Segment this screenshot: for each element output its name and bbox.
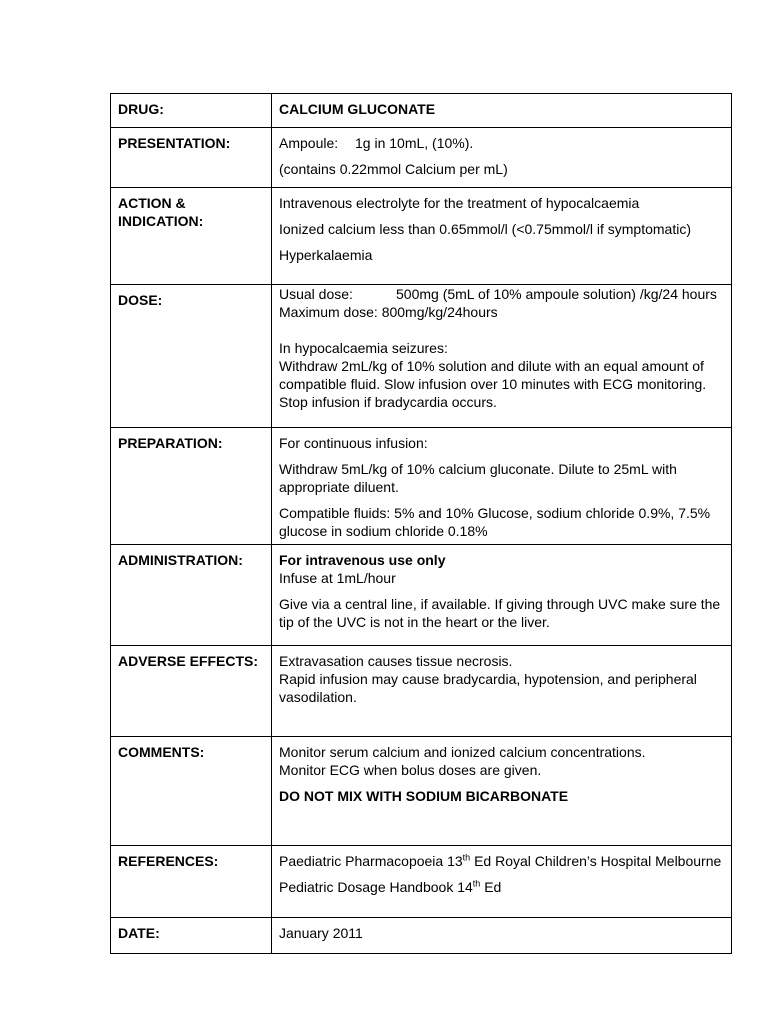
adverse-row	[111, 646, 732, 737]
presentation-value	[272, 128, 732, 188]
reference-1-rest: Ed Royal Children’s Hospital Melbourne	[470, 853, 722, 869]
dose-usual-line	[279, 285, 723, 303]
action-line-3: Hyperkalaemia	[279, 247, 373, 263]
presentation-ampoule-line	[279, 134, 723, 152]
adverse-line-1: Extravasation causes tissue necrosis.	[279, 653, 513, 669]
drug-label: DRUG:	[111, 94, 272, 128]
references-label: REFERENCES:	[111, 846, 272, 918]
ampoule-key: Ampoule:	[279, 135, 339, 151]
preparation-label: PREPARATION:	[111, 428, 272, 545]
adverse-label: ADVERSE EFFECTS:	[111, 646, 272, 737]
reference-2-sup: th	[472, 878, 481, 889]
date-value: January 2011	[272, 918, 732, 954]
drug-name: CALCIUM GLUCONATE	[272, 94, 732, 128]
administration-line-2: Infuse at 1mL/hour	[279, 570, 396, 586]
date-label: DATE:	[111, 918, 272, 954]
administration-label: ADMINISTRATION:	[111, 545, 272, 646]
references-row	[111, 846, 732, 918]
action-value	[272, 188, 732, 285]
dose-seizures-text: Withdraw 2mL/kg of 10% solution and dilute with an equal amount of compatible fluid. Slow infusion over 10 minutes with ECG monitoring. Stop infusion if bradycardia occurs.	[279, 358, 707, 410]
usual-dose-value: 500mg (5mL of 10% ampoule solution) /kg/24 hours	[396, 286, 717, 302]
reference-2-title: Pediatric Dosage Handbook 14	[279, 879, 473, 895]
dose-label: DOSE:	[111, 285, 272, 428]
references-value	[272, 846, 732, 918]
dose-spacer	[279, 321, 723, 339]
reference-2-rest: Ed	[480, 879, 502, 895]
drug-information-table	[110, 93, 732, 954]
reference-2	[279, 878, 723, 896]
dose-seizures-heading: In hypocalcaemia seizures:	[279, 340, 448, 356]
action-label: ACTION & INDICATION:	[111, 188, 272, 285]
adverse-line-2: Rapid infusion may cause bradycardia, hypotension, and peripheral vasodilation.	[279, 671, 697, 705]
presentation-row	[111, 128, 732, 188]
comments-warning: DO NOT MIX WITH SODIUM BICARBONATE	[279, 788, 569, 804]
presentation-label: PRESENTATION:	[111, 128, 272, 188]
presentation-contains: (contains 0.22mmol Calcium per mL)	[279, 161, 508, 177]
ampoule-value: 1g in 10mL, (10%).	[355, 135, 474, 151]
dose-maximum: Maximum dose: 800mg/kg/24hours	[279, 304, 498, 320]
administration-value	[272, 545, 732, 646]
reference-1-title: Paediatric Pharmacopoeia 13	[279, 853, 463, 869]
dose-value	[272, 285, 732, 428]
preparation-value	[272, 428, 732, 545]
date-row	[111, 918, 732, 954]
administration-line-1: For intravenous use only	[279, 552, 446, 568]
action-row	[111, 188, 732, 285]
administration-line-3: Give via a central line, if available. If giving through UVC make sure the tip of the UVC is not in the heart or the liver.	[279, 596, 721, 630]
drug-row	[111, 94, 732, 128]
comments-value	[272, 737, 732, 846]
comments-label: COMMENTS:	[111, 737, 272, 846]
comments-line-1: Monitor serum calcium and ionized calcium concentrations.	[279, 744, 646, 760]
adverse-value	[272, 646, 732, 737]
comments-line-2: Monitor ECG when bolus doses are given.	[279, 762, 542, 778]
preparation-line-3: Compatible fluids: 5% and 10% Glucose, sodium chloride 0.9%, 7.5% glucose in sodium chloride 0.18%	[279, 505, 711, 539]
dose-row	[111, 285, 732, 428]
reference-1-sup: th	[462, 852, 471, 863]
usual-dose-key: Usual dose:	[279, 286, 353, 302]
administration-row	[111, 545, 732, 646]
reference-1	[279, 852, 723, 870]
preparation-line-1: For continuous infusion:	[279, 435, 428, 451]
preparation-row	[111, 428, 732, 545]
action-line-1: Intravenous electrolyte for the treatment of hypocalcaemia	[279, 195, 640, 211]
preparation-line-2: Withdraw 5mL/kg of 10% calcium gluconate. Dilute to 25mL with appropriate diluent.	[279, 461, 677, 495]
comments-row	[111, 737, 732, 846]
action-line-2: Ionized calcium less than 0.65mmol/l (<0.75mmol/l if symptomatic)	[279, 221, 691, 237]
